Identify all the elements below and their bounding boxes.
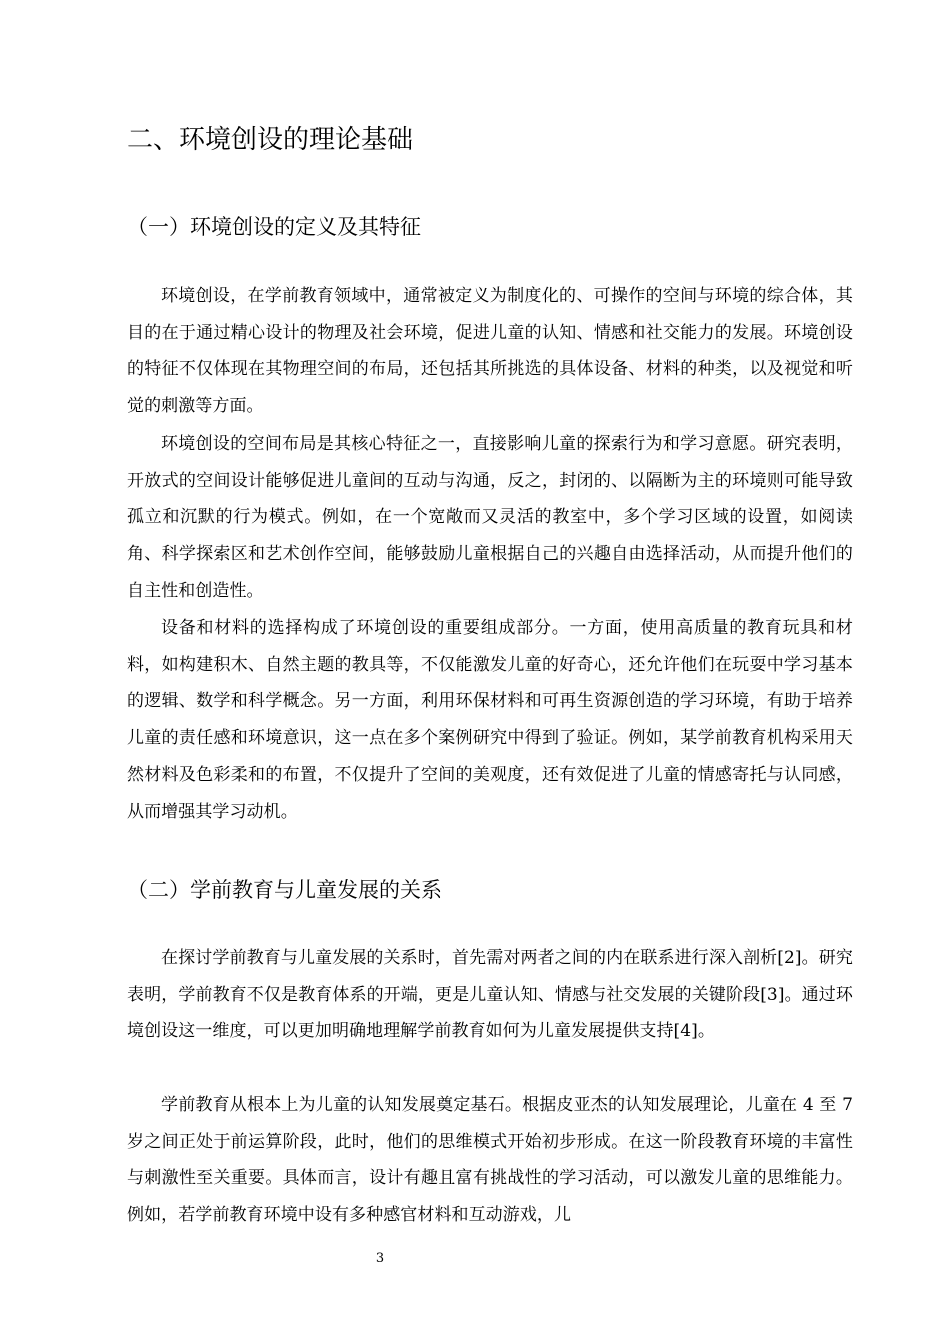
paragraph: 环境创设，在学前教育领域中，通常被定义为制度化的、可操作的空间与环境的综合体，其目的在于通过精心设计的物理及社会环境，促进儿童的认知、情感和社交能力的发展。环境创设的特征不仅体现在其物理空间的布局，还包括其所挑选的具体设备、材料的种类，以及视觉和听觉的刺激等方面。 (127, 286, 853, 417)
paragraph: 环境创设的空间布局是其核心特征之一，直接影响儿童的探索行为和学习意愿。研究表明，开放式的空间设计能够促进儿童间的互动与沟通，反之，封闭的、以隔断为主的环境则可能导致孤立和沉默的行为模式。例如，在一个宽敞而又灵活的教室中，多个学习区域的设置，如阅读角、科学探索区和艺术创作空间，能够鼓励儿童根据自己的兴趣自由选择活动，从而提升他们的自主性和创造性。 (127, 434, 853, 601)
section-heading: （一）环境创设的定义及其特征 (127, 215, 421, 239)
section-heading: （二）学前教育与儿童发展的关系 (127, 878, 442, 902)
paragraph: 在探讨学前教育与儿童发展的关系时，首先需对两者之间的内在联系进行深入剖析[2]。研究表明，学前教育不仅是教育体系的开端，更是儿童认知、情感与社交发展的关键阶段[3]。通过环境创设这一维度，可以更加明确地理解学前教育如何为儿童发展提供支持[4]。 (127, 948, 853, 1042)
paragraph: 设备和材料的选择构成了环境创设的重要组成部分。一方面，使用高质量的教育玩具和材料，如构建积木、自然主题的教具等，不仅能激发儿童的好奇心，还允许他们在玩耍中学习基本的逻辑、数学和科学概念。另一方面，利用环保材料和可再生资源创造的学习环境，有助于培养儿童的责任感和环境意识，这一点在多个案例研究中得到了验证。例如，某学前教育机构采用天然材料及色彩柔和的布置，不仅提升了空间的美观度，还有效促进了儿童的情感寄托与认同感，从而增强其学习动机。 (127, 618, 853, 822)
paragraph: 学前教育从根本上为儿童的认知发展奠定基石。根据皮亚杰的认知发展理论，儿童在 4 至 7 岁之间正处于前运算阶段，此时，他们的思维模式开始初步形成。在这一阶段教育环境的丰富性与刺激性至关重要。具体而言，设计有趣且富有挑战性的学习活动，可以激发儿童的思维能力。例如，若学前教育环境中设有多种感官材料和互动游戏，儿 (127, 1095, 853, 1226)
page-number: 3 (375, 1251, 385, 1266)
chapter-title: 二、环境创设的理论基础 (127, 125, 414, 155)
